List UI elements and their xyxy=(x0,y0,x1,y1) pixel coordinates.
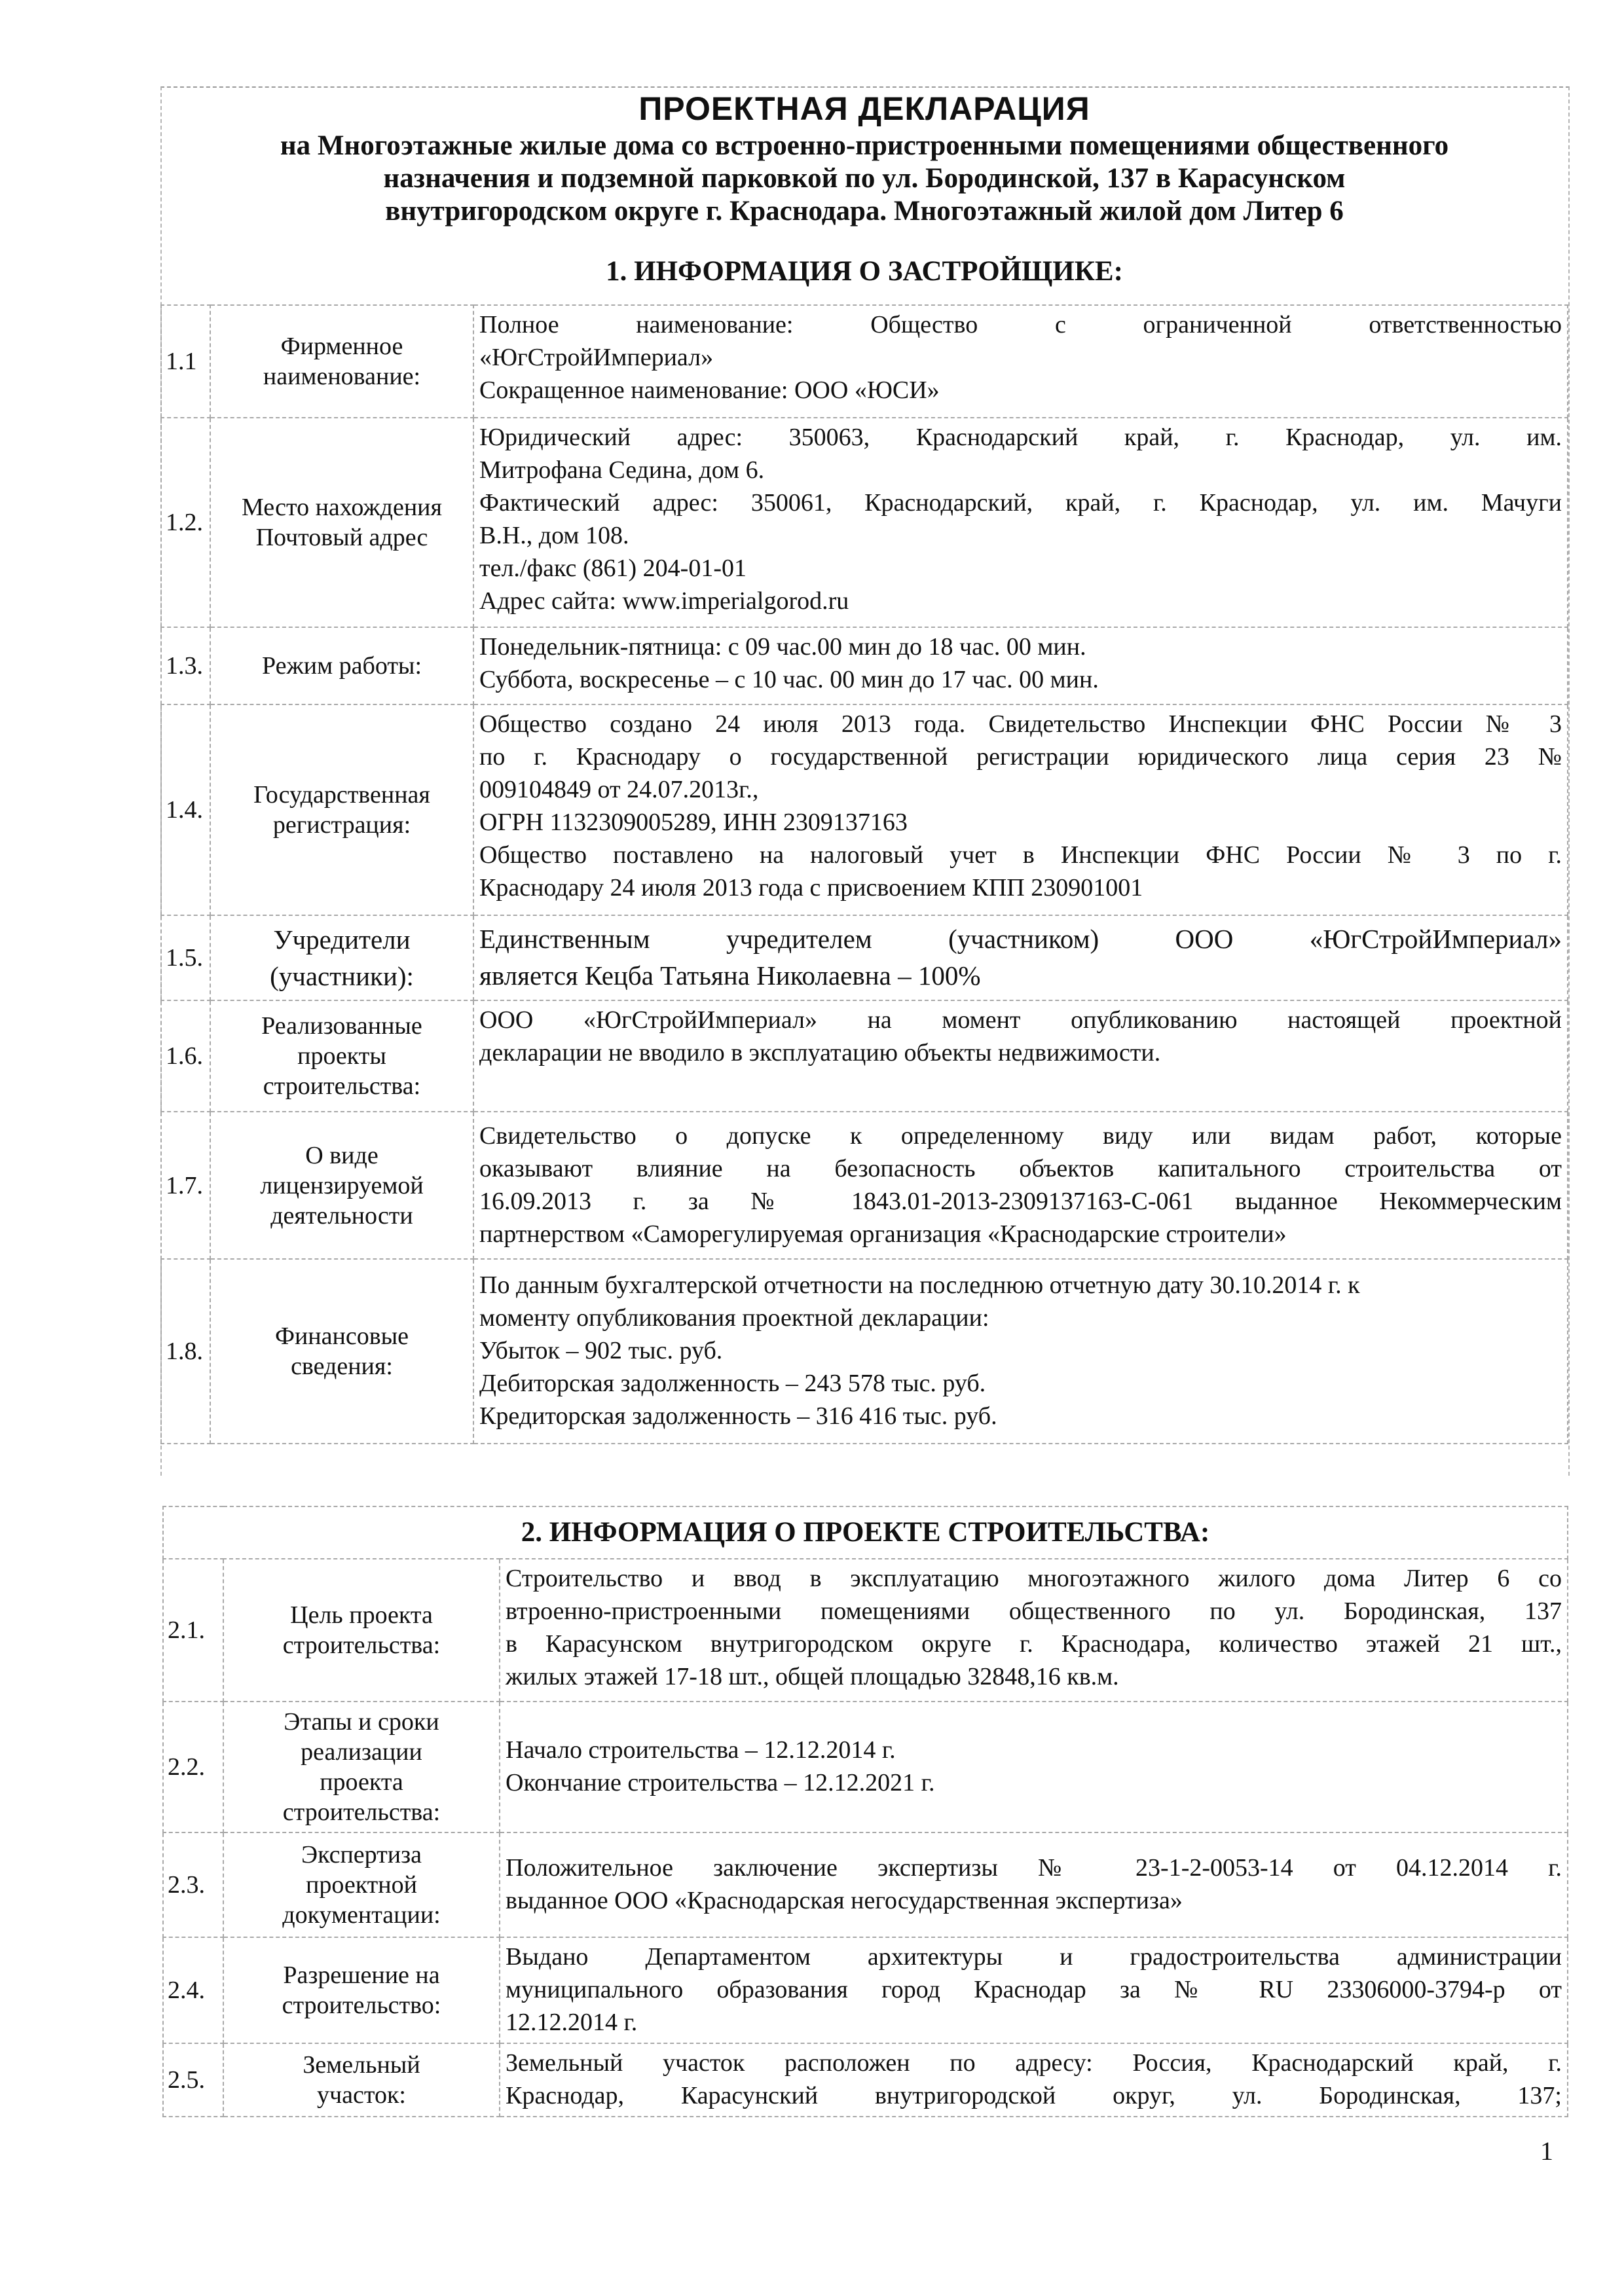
title-block xyxy=(160,85,1568,228)
content-line: Общество поставлено на налоговый учет в Инспекции ФНС России № 3 по г. xyxy=(479,841,1562,869)
label-line: проекта xyxy=(320,1768,403,1796)
content-line: Земельный участок расположен по адресу: Россия, Краснодарский край, г. xyxy=(506,2049,1562,2077)
label-line: Цель проекта xyxy=(290,1601,433,1629)
content-line: Юридический адрес: 350063, Краснодарский край, г. Краснодар, ул. им. xyxy=(479,424,1562,451)
row-number: 1.1 xyxy=(161,305,210,418)
content-line: Убыток – 902 тыс. руб. xyxy=(479,1337,723,1364)
row-label xyxy=(223,1559,500,1702)
row-number: 2.1. xyxy=(163,1559,223,1702)
label-line: Этапы и сроки xyxy=(284,1708,439,1736)
content-line: «ЮгСтройИмпериал» xyxy=(479,344,714,371)
label-line: Государственная xyxy=(253,781,430,809)
document-subtitle xyxy=(160,130,1568,228)
label-line: регистрация: xyxy=(272,811,411,839)
table-row xyxy=(161,1112,1568,1259)
content-line: По данным бухгалтерской отчетности на последнюю отчетную дату 30.10.2014 г. к xyxy=(479,1271,1360,1299)
row-content xyxy=(473,1112,1568,1259)
content-line: тел./факс (861) 204-01-01 xyxy=(479,555,747,582)
table-row xyxy=(163,1559,1568,1702)
row-label xyxy=(223,2043,500,2117)
label-line: наименование: xyxy=(263,363,421,390)
content-line: Положительное заключение экспертизы № 23-1-2-0053-14 от 04.12.2014 г. xyxy=(506,1854,1562,1882)
row-content xyxy=(473,627,1568,704)
label-line: Место нахождения xyxy=(242,494,442,521)
label-line: Почтовый адрес xyxy=(255,524,428,551)
table-row xyxy=(161,305,1568,418)
row-label xyxy=(210,915,473,1000)
table-row xyxy=(163,2043,1568,2117)
content-line: выданное ООО «Краснодарская негосударственная экспертиза» xyxy=(506,1887,1183,1914)
content-line: ООО «ЮгСтройИмпериал» на момент опубликованию настоящей проектной xyxy=(479,1006,1562,1034)
table-row xyxy=(161,915,1568,1000)
row-content xyxy=(473,704,1568,915)
row-label xyxy=(210,704,473,915)
content-line: Выдано Департаментом архитектуры и градостроительства администрации xyxy=(506,1943,1562,1971)
project-info-body xyxy=(163,1506,1568,2117)
table-row xyxy=(161,1259,1568,1444)
label-line: реализации xyxy=(301,1738,422,1766)
row-label xyxy=(223,1937,500,2043)
subtitle-line: на Многоэтажные жилые дома со встроенно-пристроенными помещениями общественного xyxy=(280,130,1449,161)
row-content xyxy=(500,1832,1568,1937)
label-line: деятельности xyxy=(270,1201,413,1230)
label-line: Экспертиза xyxy=(301,1841,422,1868)
table-row xyxy=(161,627,1568,704)
label-line: проектной xyxy=(306,1871,417,1899)
project-info-table xyxy=(162,1506,1568,2117)
table-row xyxy=(163,1832,1568,1937)
content-line: декларации не вводило в эксплуатацию объекты недвижимости. xyxy=(479,1039,1161,1066)
row-content xyxy=(473,915,1568,1000)
subtitle-line: внутригородском округе г. Краснодара. Многоэтажный жилой дом Литер 6 xyxy=(385,196,1344,227)
section-2-title: 2. ИНФОРМАЦИЯ О ПРОЕКТЕ СТРОИТЕЛЬСТВА: xyxy=(163,1506,1568,1559)
content-line: партнерством «Саморегулируемая организация «Краснодарские строители» xyxy=(479,1220,1287,1248)
content-line: Сокращенное наименование: ООО «ЮСИ» xyxy=(479,376,940,404)
content-line: является Кецба Татьяна Николаевна – 100% xyxy=(479,960,981,991)
label-line: Учредители xyxy=(273,924,411,955)
content-line: жилых этажей 17-18 шт., общей площадью 32848,16 кв.м. xyxy=(506,1663,1119,1690)
label-line: Земельный xyxy=(303,2051,420,2079)
content-line: муниципального образования город Краснодар за № RU 23306000-3794-р от xyxy=(506,1976,1562,2003)
row-content xyxy=(473,305,1568,418)
label-line: документации: xyxy=(282,1901,441,1929)
row-content xyxy=(473,1000,1568,1112)
content-line: Дебиторская задолженность – 243 578 тыс. руб. xyxy=(479,1370,986,1397)
content-line: 12.12.2014 г. xyxy=(506,2009,638,2036)
section-2-header-row xyxy=(163,1506,1568,1559)
content-line: Кредиторская задолженность – 316 416 тыс. руб. xyxy=(479,1402,997,1430)
row-content xyxy=(500,1702,1568,1832)
label-line: (участники): xyxy=(270,961,414,991)
content-line: Фактический адрес: 350061, Краснодарский, край, г. Краснодар, ул. им. Мачуги xyxy=(479,489,1562,517)
row-number: 1.2. xyxy=(161,418,210,627)
content-line: Единственным учредителем (участником) ООО «ЮгСтройИмпериал» xyxy=(479,924,1562,954)
content-line: в Карасунском внутригородском округе г. Краснодара, количество этажей 21 шт., xyxy=(506,1630,1562,1658)
row-label xyxy=(210,627,473,704)
row-number: 2.4. xyxy=(163,1937,223,2043)
subtitle-line: назначения и подземной парковкой по ул. Бородинской, 137 в Карасунском xyxy=(383,163,1346,194)
label-line: Режим работы: xyxy=(261,652,422,680)
label-line: Фирменное xyxy=(280,333,403,360)
table-row xyxy=(163,1937,1568,2043)
content-line: Свидетельство о допуске к определенному виду или видам работ, которые xyxy=(479,1121,1562,1150)
developer-info-body xyxy=(161,305,1568,1444)
row-content xyxy=(500,2043,1568,2117)
row-number: 1.3. xyxy=(161,627,210,704)
section-1-title: 1. ИНФОРМАЦИЯ О ЗАСТРОЙЩИКЕ: xyxy=(606,256,1123,287)
row-number: 1.4. xyxy=(161,704,210,915)
label-line: строительства: xyxy=(282,1798,441,1826)
row-label xyxy=(223,1702,500,1832)
row-label xyxy=(210,418,473,627)
table-row xyxy=(161,704,1568,915)
row-label xyxy=(210,1112,473,1259)
table-row xyxy=(163,1702,1568,1832)
label-line: строительство: xyxy=(282,1992,441,2019)
content-line: Суббота, воскресенье – с 10 час. 00 мин до 17 час. 00 мин. xyxy=(479,666,1099,693)
row-label xyxy=(210,305,473,418)
content-line: Общество создано 24 июля 2013 года. Свидетельство Инспекции ФНС России № 3 xyxy=(479,710,1562,738)
content-line: Краснодару 24 июля 2013 года с присвоением КПП 230901001 xyxy=(479,874,1143,902)
row-number: 2.5. xyxy=(163,2043,223,2117)
label-line: Разрешение на xyxy=(283,1961,440,1989)
row-number: 1.5. xyxy=(161,915,210,1000)
content-line: втроенно-пристроенными помещениями общественного по ул. Бородинская, 137 xyxy=(506,1597,1562,1625)
row-content xyxy=(500,1937,1568,2043)
content-line: Окончание строительства – 12.12.2021 г. xyxy=(506,1769,935,1796)
content-line: моменту опубликования проектной декларации: xyxy=(479,1304,989,1332)
content-line: Адрес сайта: www.imperialgorod.ru xyxy=(479,587,849,615)
label-line: Реализованные xyxy=(261,1012,422,1040)
row-number: 1.7. xyxy=(161,1112,210,1259)
content-line: Полное наименование: Общество с ограниченной ответственностью xyxy=(479,311,1562,338)
label-line: лицензируемой xyxy=(260,1171,424,1199)
row-content xyxy=(500,1559,1568,1702)
content-line: 16.09.2013 г. за № 1843.01-2013-2309137163-С-061 выданное Некоммерческим xyxy=(479,1187,1562,1215)
row-content xyxy=(473,1259,1568,1444)
developer-info-table xyxy=(160,304,1568,1444)
content-line: по г. Краснодару о государственной регистрации юридического лица серия 23 № xyxy=(479,743,1562,771)
row-number: 2.2. xyxy=(163,1702,223,1832)
content-line: 009104849 от 24.07.2013г., xyxy=(479,776,759,803)
label-line: сведения: xyxy=(291,1353,393,1380)
label-line: строительства: xyxy=(282,1631,441,1659)
content-line: Митрофана Седина, дом 6. xyxy=(479,456,765,484)
page-number: 1 xyxy=(1540,2136,1553,2166)
row-number: 1.8. xyxy=(161,1259,210,1444)
content-line: Понедельник-пятница: с 09 час.00 мин до 18 час. 00 мин. xyxy=(479,633,1086,661)
content-line: Краснодар, Карасунский внутригородской округ, ул. Бородинская, 137; xyxy=(506,2082,1562,2109)
label-line: О виде xyxy=(305,1141,378,1169)
content-line: ОГРН 1132309005289, ИНН 2309137163 xyxy=(479,809,908,836)
row-label xyxy=(223,1832,500,1937)
content-line: Строительство и ввод в эксплуатацию многоэтажного жилого дома Литер 6 со xyxy=(506,1565,1562,1592)
row-number: 1.6. xyxy=(161,1000,210,1112)
label-line: строительства: xyxy=(263,1072,421,1100)
document-title: ПРОЕКТНАЯ ДЕКЛАРАЦИЯ xyxy=(638,90,1090,127)
row-content xyxy=(473,418,1568,627)
content-line: Начало строительства – 12.12.2014 г. xyxy=(506,1736,896,1764)
row-label xyxy=(210,1000,473,1112)
table-row xyxy=(161,1000,1568,1112)
table-row xyxy=(161,418,1568,627)
label-line: участок: xyxy=(317,2081,406,2109)
row-label xyxy=(210,1259,473,1444)
content-line: В.Н., дом 108. xyxy=(479,522,629,549)
label-line: проекты xyxy=(297,1042,386,1070)
content-line: оказывают влияние на безопасность объектов капитального строительства от xyxy=(479,1154,1562,1182)
label-line: Финансовые xyxy=(274,1322,409,1350)
row-number: 2.3. xyxy=(163,1832,223,1937)
